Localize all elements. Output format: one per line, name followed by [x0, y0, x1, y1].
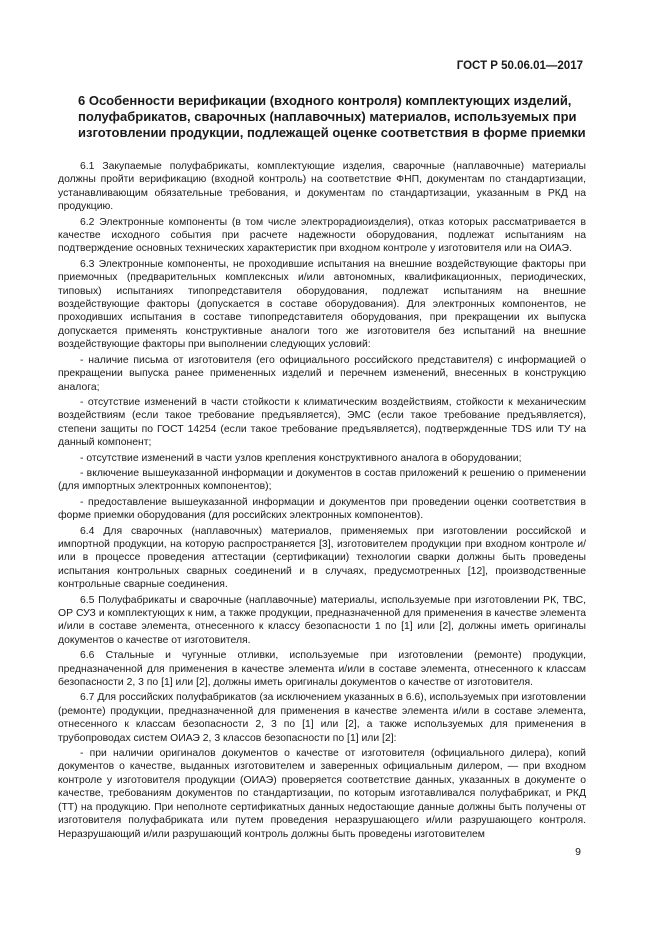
paragraph-6-1: 6.1 Закупаемые полуфабрикаты, комплектующие изделия, сварочные (наплавочные) материалы должны пройти верификацию (входной контроль) на соответствие ФНП, документам по стандартизации, устанавливающим обязательные требования, и документам по стандартизации, указанным в РКД на продукцию.	[58, 161, 586, 213]
paragraph-6-5: 6.5 Полуфабрикаты и сварочные (наплавочные) материалы, используемые при изготовлении РК, ТВС, ОР СУЗ и комплектующих к ним, а также продукции, предназначенной для применения в качестве элемента и/или в составе элемента, отнесенного к классу безопасности 1 по [1] или [2], должны иметь оригиналы документов о качестве от изготовителя.	[58, 594, 586, 646]
list-item: - наличие письма от изготовителя (его официального российского представителя) с информацией о прекращении выпуска ранее примененных изделий и перечнем изменений, внесенных в конструкцию аналога;	[58, 354, 586, 393]
list-item: - отсутствие изменений в части узлов крепления конструктивного аналога в оборудовании;	[80, 452, 522, 464]
section-title: 6 Особенности верификации (входного контроля) комплектующих изделий, полуфабрикатов, сварочных (наплавочных) материалов, используемых при изготовлении продукции, подлежащей оценке соответствия в форме приемки	[78, 93, 586, 140]
paragraph-6-3: 6.3 Электронные компоненты, не проходившие испытания на внешние воздействующие факторы при приемочных (предварительных комплексных и/или автономных, квалификационных, периодических, типовых) испытаниях типопредставителя оборудования, подлежат испытаниям на внешние воздействующие факторы (допускается в составе оборудования). Для электронных компонентов, не проходивших испытания в составе типопредставителя оборудования, при прекращении их выпуска допускается применять конструктивные аналоги того же изготовителя без испытаний на внешние воздействующие факторы при выполнении следующих условий:	[58, 258, 586, 351]
paragraph-6-6: 6.6 Стальные и чугунные отливки, используемые при изготовлении (ремонте) продукции, предназначенной для применения в качестве элемента и/или в составе элемента, отнесенного к классам безопасности 2, 3 по [1] или [2], должны иметь оригиналы документов о качестве от изготовителя.	[58, 650, 586, 689]
list-item: - при наличии оригиналов документов о качестве от изготовителя (официального дилера), копий документов о качестве, выданных изготовителем и заверенных официальным дилером, — при входном контроле у изготовителя продукции (ОИАЭ) проверяется соответствие данных, указанных в документе о качестве, требованиям документов по стандартизации, по которым изготавливался полуфабрикат, и РКД (ТТ) на продукцию. При неполноте сертификатных данных недостающие данные должны быть получены от изготовителя полуфабриката или путем проведения неразрушающего и/или разрушающего контроля. Неразрушающий и/или разрушающий контроль должны быть проведены изготовителем	[58, 748, 586, 840]
section-body	[58, 160, 586, 843]
paragraph-6-7: 6.7 Для российских полуфабрикатов (за исключением указанных в 6.6), используемых при изготовлении (ремонте) продукции, предназначенной для применения в качестве элемента и/или в составе элемента, отнесенного к классам безопасности 2, 3 по [1] или [2], а также используемых для применения в трубопроводах систем ОИАЭ 2, 3 классов безопасности по [1] или [2]:	[58, 692, 586, 744]
document-header: ГОСТ Р 50.06.01—2017	[456, 60, 583, 72]
page-number: 9	[575, 846, 581, 858]
list-item: - предоставление вышеуказанной информации и документов при проведении оценки соответствия в форме приемки оборудования (для российских электронных компонентов).	[58, 496, 586, 522]
paragraph-6-4: 6.4 Для сварочных (наплавочных) материалов, применяемых при изготовлении российской и импортной продукции, на которую распространяется [3], изготовителем продукции при входном контроле и/или в процессе проведения аттестации (сертификации) технологии сварки должны быть проведены испытания контрольных сварных соединений и в случаях, предусмотренных [12], производственные контрольные сварные соединения.	[58, 525, 586, 591]
list-item: - отсутствие изменений в части стойкости к климатическим воздействиям, стойкости к механическим воздействиям (если такое требование предъявляется), ЭМС (если такое требование предъявляется), степени защиты по ГОСТ 14254 (если такое требование предъявляется), подтвержденные TDS или ТУ на данный компонент;	[58, 396, 586, 449]
paragraph-6-2: 6.2 Электронные компоненты (в том числе электрорадиоизделия), отказ которых рассматривается в качестве исходного события при расчете надежности оборудования, подлежат испытаниям на подтверждение основных технических характеристик при входном контроле у изготовителя или на ОИАЭ.	[58, 216, 586, 255]
list-item: - включение вышеуказанной информации и документов в состав приложений к решению о применении (для импортных электронных компонентов);	[58, 467, 586, 493]
